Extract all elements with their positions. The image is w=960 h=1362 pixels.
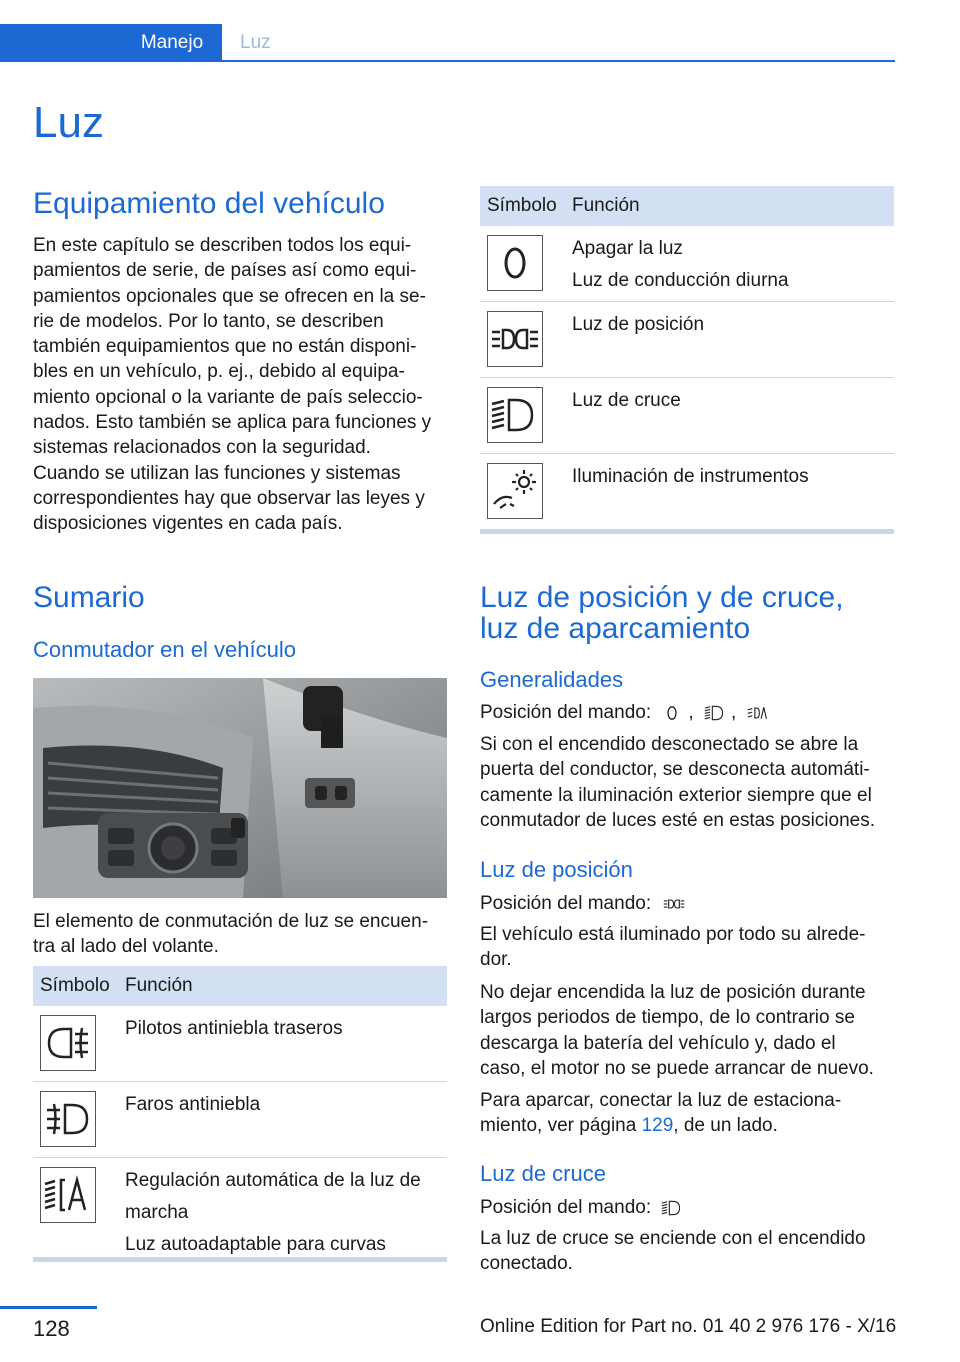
text-line: En este capítulo se describen todos los equi‐: [33, 235, 412, 256]
text-line: conmutador de luces esté en estas posiciones.: [480, 809, 876, 831]
text-line: descarga la batería del vehículo y, dado el: [480, 1032, 836, 1054]
symbol-cell: [480, 454, 572, 529]
function-cell: [125, 1006, 447, 1081]
table-row: [480, 302, 894, 378]
generalidades-text: [480, 732, 900, 833]
function-cell: [125, 1158, 447, 1257]
table-end-rule: [33, 1258, 447, 1262]
table-row: [480, 226, 894, 302]
text-segment: miento, ver página: [480, 1115, 642, 1137]
table-row: [480, 378, 894, 454]
text-line: El elemento de conmutación de luz se encuen‐: [33, 911, 429, 932]
luz-cruce-title: Luz de cruce: [480, 1161, 606, 1186]
section-posicion-cruce-title: [480, 582, 900, 644]
text-line: tra al lado del volante.: [33, 936, 219, 958]
function-text: Regulación automática de la luz de: [125, 1170, 421, 1191]
symbol-cell: [33, 1006, 125, 1081]
control-label: Posición del mando:: [480, 702, 652, 723]
function-cell: [572, 378, 894, 453]
control-label: Posición del mando:: [480, 893, 652, 914]
function-text: Pilotos antiniebla traseros: [125, 1018, 343, 1039]
table-row: [33, 1158, 447, 1258]
sumario-caption: [33, 909, 453, 960]
generalidades-title: Generalidades: [480, 667, 624, 692]
text-line: Si con el encendido desconectado se abre la: [480, 734, 859, 755]
text-line: largos periodos de tiempo, de lo contrario se: [480, 1007, 855, 1029]
front-fog-light-icon: [40, 1091, 96, 1147]
page-title: Luz: [33, 98, 104, 147]
separator: ,: [688, 702, 694, 723]
table-header: [480, 186, 894, 226]
text-line: sistemas relacionados con la seguridad.: [33, 437, 371, 459]
text-line: El vehículo está iluminado por todo su alrede‐: [480, 924, 866, 945]
light-off-icon: [660, 701, 684, 725]
symbol-cell: [480, 302, 572, 377]
function-text: Apagar la luz: [572, 238, 683, 259]
text-line: disposiciones vigentes en cada país.: [33, 513, 343, 535]
header-rule: [0, 60, 895, 62]
low-beam-icon: [487, 387, 543, 443]
light-switch-photo: [33, 678, 447, 898]
luz-cruce-text: [480, 1226, 900, 1277]
equipamiento-text: [33, 233, 453, 537]
col-function: Función: [572, 195, 640, 216]
luz-posicion-title: Luz de posición: [480, 857, 633, 882]
generalidades-control: [480, 700, 774, 725]
text-line: pamientos opcionales que se ofrecen en la se‐: [33, 285, 426, 307]
function-cell: [572, 226, 894, 301]
switch-table-right: [480, 186, 894, 534]
luz-cruce-control: [480, 1195, 688, 1220]
section-sumario-title: Sumario: [33, 581, 145, 614]
text-line: rie de modelos. Por lo tanto, se describen: [33, 310, 384, 332]
symbol-cell: [480, 378, 572, 453]
function-text: Iluminación de instrumentos: [572, 466, 809, 487]
title-line: luz de aparcamiento: [480, 612, 751, 645]
symbol-cell: [33, 1082, 125, 1157]
table-row: [33, 1082, 447, 1158]
switch-table-left: [33, 966, 447, 1262]
edition-note: Online Edition for Part no. 01 40 2 976 176 - X/16: [480, 1316, 897, 1337]
col-function: Función: [125, 975, 193, 996]
text-line: miento opcional o la variante de país seleccio‐: [33, 386, 423, 408]
tab-luz[interactable]: Luz: [240, 32, 271, 53]
text-line: pamientos de serie, de países así como equi‐: [33, 260, 417, 282]
auto-headlight-icon: [746, 701, 770, 725]
text-line: Para aparcar, conectar la luz de estaciona‐: [480, 1090, 842, 1111]
luz-posicion-text-3: [480, 1088, 900, 1139]
text-line: dor.: [480, 949, 512, 971]
text-line: conectado.: [480, 1253, 573, 1275]
text-line: también equipamientos que no están disponi‐: [33, 336, 417, 358]
text-segment: , de un lado.: [673, 1115, 778, 1137]
control-label: Posición del mando:: [480, 1197, 652, 1218]
footer-rule: [0, 1306, 97, 1309]
function-cell: [572, 302, 894, 377]
symbol-cell: [480, 226, 572, 301]
function-text: Luz de posición: [572, 314, 705, 335]
page-number: 128: [33, 1316, 70, 1341]
luz-posicion-text-2: [480, 980, 900, 1081]
text-line: caso, el motor no se puede arrancar de nuevo.: [480, 1057, 874, 1079]
table-header: [33, 966, 447, 1006]
text-line: camente la iluminación exterior siempre que el: [480, 784, 872, 806]
function-cell: [125, 1082, 447, 1157]
text-line: puerta del conductor, se desconecta automáti‐: [480, 759, 870, 781]
text-line: nados. Esto también se aplica para funciones y: [33, 412, 432, 434]
low-beam-icon: [660, 1196, 684, 1220]
table-row: [480, 454, 894, 530]
symbol-cell: [33, 1158, 125, 1257]
auto-headlight-icon: [40, 1167, 96, 1223]
rear-fog-light-icon: [40, 1015, 96, 1071]
light-off-icon: [487, 235, 543, 291]
col-symbol: Símbolo: [40, 975, 110, 996]
page-link[interactable]: 129: [641, 1115, 674, 1137]
luz-posicion-text-1: [480, 922, 900, 973]
parking-light-icon: [487, 311, 543, 367]
function-text: marcha: [125, 1202, 189, 1223]
col-symbol: Símbolo: [487, 195, 557, 216]
function-cell: [572, 454, 894, 529]
table-end-rule: [480, 530, 894, 534]
title-line: Luz de posición y de cruce,: [480, 581, 844, 614]
text-line: No dejar encendida la luz de posición durante: [480, 982, 866, 1003]
luz-posicion-control: [480, 891, 692, 916]
text-line: bles en un vehículo, p. ej., debido al equipa‐: [33, 361, 405, 383]
table-row: [33, 1006, 447, 1082]
separator: ,: [730, 702, 737, 723]
text-line: [480, 1113, 900, 1138]
text-line: La luz de cruce se enciende con el encendido: [480, 1228, 866, 1249]
function-text: Luz de conducción diurna: [572, 270, 789, 291]
tab-manejo[interactable]: Manejo: [122, 24, 222, 62]
header-bar: [0, 24, 122, 62]
sumario-subtitle: Conmutador en el vehículo: [33, 637, 296, 662]
function-text: Luz de cruce: [572, 390, 681, 411]
text-line: Cuando se utilizan las funciones y sistemas: [33, 462, 401, 484]
parking-light-icon: [660, 892, 688, 916]
text-line: correspondientes hay que observar las leyes y: [33, 487, 425, 509]
section-equipamiento-title: Equipamiento del vehículo: [33, 187, 385, 220]
instrument-lighting-icon: [487, 463, 543, 519]
low-beam-icon: [703, 701, 727, 725]
function-text: Faros antiniebla: [125, 1094, 261, 1115]
function-text: Luz autoadaptable para curvas: [125, 1234, 386, 1255]
